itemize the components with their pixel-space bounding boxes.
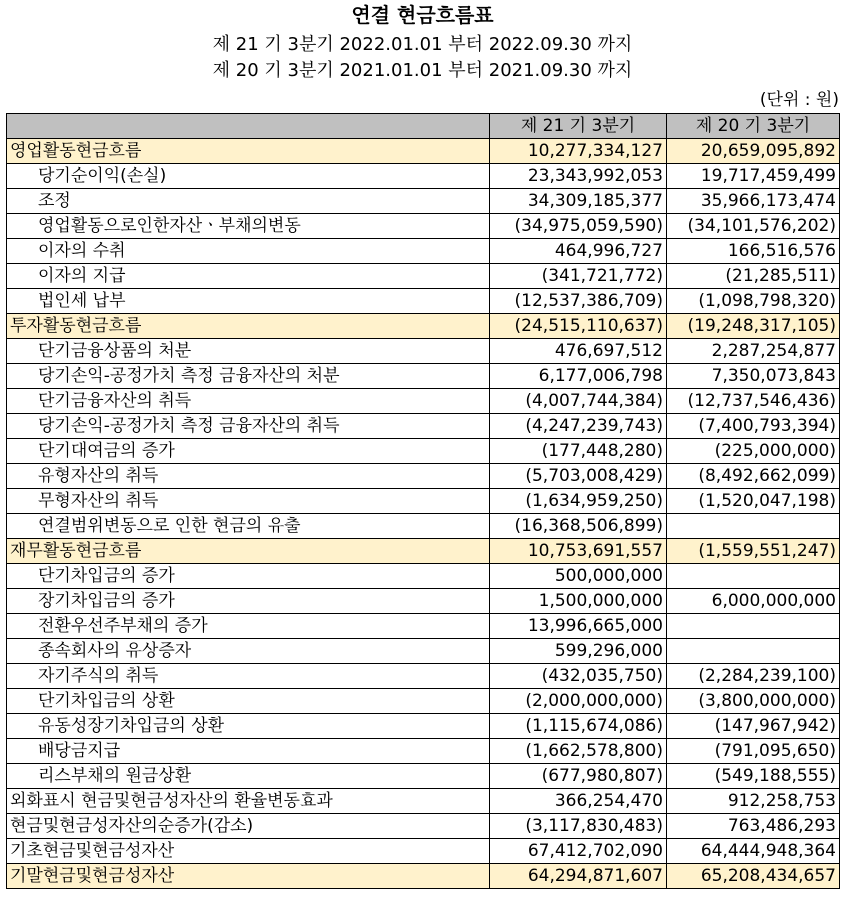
current-period-value: 6,177,006,798 <box>490 364 667 389</box>
previous-period-value: 7,350,073,843 <box>667 364 840 389</box>
previous-period-value: (2,284,239,100) <box>667 664 840 689</box>
cash-flow-table <box>6 113 840 889</box>
row-label: 법인세 납부 <box>7 289 490 314</box>
row-label: 단기대여금의 증가 <box>7 439 490 464</box>
table-row <box>7 464 840 489</box>
table-row <box>7 639 840 664</box>
row-label: 기말현금및현금성자산 <box>7 864 490 889</box>
table-row <box>7 539 840 564</box>
row-label: 외화표시 현금및현금성자산의 환율변동효과 <box>7 789 490 814</box>
previous-period-value: (7,400,793,394) <box>667 414 840 439</box>
table-row <box>7 614 840 639</box>
table-row <box>7 214 840 239</box>
table-row <box>7 739 840 764</box>
table-row <box>7 189 840 214</box>
previous-period-value: 19,717,459,499 <box>667 164 840 189</box>
current-period-value: 500,000,000 <box>490 564 667 589</box>
current-period-value: (3,117,830,483) <box>490 814 667 839</box>
current-period-value: (677,980,807) <box>490 764 667 789</box>
header-current-period: 제 21 기 3분기 <box>490 114 667 139</box>
current-period-value: (16,368,506,899) <box>490 514 667 539</box>
table-row <box>7 839 840 864</box>
current-period-value: (4,007,744,384) <box>490 389 667 414</box>
previous-period-value: (19,248,317,105) <box>667 314 840 339</box>
table-row <box>7 564 840 589</box>
current-period-value: 476,697,512 <box>490 339 667 364</box>
row-label: 영업활동현금흐름 <box>7 139 490 164</box>
current-period-value: 1,500,000,000 <box>490 589 667 614</box>
table-row <box>7 439 840 464</box>
current-period-value: (5,703,008,429) <box>490 464 667 489</box>
current-period-value: (177,448,280) <box>490 439 667 464</box>
previous-period-value: 166,516,576 <box>667 239 840 264</box>
row-label: 단기금융상품의 처분 <box>7 339 490 364</box>
previous-period-value <box>667 639 840 664</box>
current-period-value: (24,515,110,637) <box>490 314 667 339</box>
current-period-value: 13,996,665,000 <box>490 614 667 639</box>
previous-period-line: 제 20 기 3분기 2021.01.01 부터 2021.09.30 까지 <box>212 60 633 81</box>
header-blank-cell <box>7 114 490 139</box>
previous-period-value: 35,966,173,474 <box>667 189 840 214</box>
table-row <box>7 414 840 439</box>
current-period-value: 366,254,470 <box>490 789 667 814</box>
row-label: 자기주식의 취득 <box>7 664 490 689</box>
previous-period-value: (21,285,511) <box>667 264 840 289</box>
previous-period-value <box>667 514 840 539</box>
previous-period-value: (8,492,662,099) <box>667 464 840 489</box>
row-label: 이자의 수취 <box>7 239 490 264</box>
current-period-value: 67,412,702,090 <box>490 839 667 864</box>
previous-period-value: 763,486,293 <box>667 814 840 839</box>
table-row <box>7 764 840 789</box>
table-row <box>7 339 840 364</box>
previous-period-value: 6,000,000,000 <box>667 589 840 614</box>
current-period-value: 10,753,691,557 <box>490 539 667 564</box>
table-row <box>7 364 840 389</box>
current-period-value: 23,343,992,053 <box>490 164 667 189</box>
row-label: 리스부채의 원금상환 <box>7 764 490 789</box>
row-label: 유동성장기차입금의 상환 <box>7 714 490 739</box>
previous-period-value: 912,258,753 <box>667 789 840 814</box>
table-row <box>7 489 840 514</box>
current-period-value: 10,277,334,127 <box>490 139 667 164</box>
previous-period-value <box>667 614 840 639</box>
row-label: 단기차입금의 상환 <box>7 689 490 714</box>
row-label: 유형자산의 취득 <box>7 464 490 489</box>
current-period-value: (1,662,578,800) <box>490 739 667 764</box>
table-row <box>7 789 840 814</box>
current-period-value: (432,035,750) <box>490 664 667 689</box>
previous-period-value: (225,000,000) <box>667 439 840 464</box>
table-row <box>7 139 840 164</box>
current-period-value: (1,634,959,250) <box>490 489 667 514</box>
table-row <box>7 239 840 264</box>
current-period-value: (2,000,000,000) <box>490 689 667 714</box>
row-label: 단기금융자산의 취득 <box>7 389 490 414</box>
previous-period-value: (549,188,555) <box>667 764 840 789</box>
table-row <box>7 664 840 689</box>
previous-period-value: 64,444,948,364 <box>667 839 840 864</box>
table-row <box>7 589 840 614</box>
row-label: 전환우선주부채의 증가 <box>7 614 490 639</box>
current-period-value: 464,996,727 <box>490 239 667 264</box>
current-period-value: 34,309,185,377 <box>490 189 667 214</box>
table-row <box>7 714 840 739</box>
current-period-value: (4,247,239,743) <box>490 414 667 439</box>
previous-period-value: (1,559,551,247) <box>667 539 840 564</box>
current-period-line: 제 21 기 3분기 2022.01.01 부터 2022.09.30 까지 <box>212 34 633 55</box>
row-label: 재무활동현금흐름 <box>7 539 490 564</box>
row-label: 투자활동현금흐름 <box>7 314 490 339</box>
row-label: 종속회사의 유상증자 <box>7 639 490 664</box>
row-label: 당기손익-공정가치 측정 금융자산의 처분 <box>7 364 490 389</box>
previous-period-value: (1,520,047,198) <box>667 489 840 514</box>
previous-period-value: 20,659,095,892 <box>667 139 840 164</box>
previous-period-value: (147,967,942) <box>667 714 840 739</box>
table-row <box>7 164 840 189</box>
table-row <box>7 864 840 889</box>
table-body <box>7 139 840 889</box>
row-label: 당기손익-공정가치 측정 금융자산의 취득 <box>7 414 490 439</box>
table-row <box>7 514 840 539</box>
table-header-row <box>7 114 840 139</box>
table-row <box>7 814 840 839</box>
row-label: 장기차입금의 증가 <box>7 589 490 614</box>
row-label: 단기차입금의 증가 <box>7 564 490 589</box>
previous-period-value: (12,737,546,436) <box>667 389 840 414</box>
previous-period-value: 2,287,254,877 <box>667 339 840 364</box>
current-period-value: 64,294,871,607 <box>490 864 667 889</box>
unit-label: (단위 : 원) <box>759 90 839 110</box>
previous-period-value: (3,800,000,000) <box>667 689 840 714</box>
row-label: 이자의 지급 <box>7 264 490 289</box>
table-row <box>7 689 840 714</box>
header-previous-period: 제 20 기 3분기 <box>667 114 840 139</box>
current-period-value: (12,537,386,709) <box>490 289 667 314</box>
previous-period-value: (1,098,798,320) <box>667 289 840 314</box>
current-period-value: 599,296,000 <box>490 639 667 664</box>
row-label: 배당금지급 <box>7 739 490 764</box>
statement-title: 연결 현금흐름표 <box>351 3 494 27</box>
previous-period-value: (34,101,576,202) <box>667 214 840 239</box>
current-period-value: (34,975,059,590) <box>490 214 667 239</box>
table-row <box>7 264 840 289</box>
previous-period-value: 65,208,434,657 <box>667 864 840 889</box>
table-row <box>7 389 840 414</box>
table-row <box>7 289 840 314</box>
row-label: 연결범위변동으로 인한 현금의 유출 <box>7 514 490 539</box>
row-label: 기초현금및현금성자산 <box>7 839 490 864</box>
table-row <box>7 314 840 339</box>
row-label: 당기순이익(손실) <box>7 164 490 189</box>
previous-period-value <box>667 564 840 589</box>
row-label: 영업활동으로인한자산ㆍ부채의변동 <box>7 214 490 239</box>
row-label: 현금및현금성자산의순증가(감소) <box>7 814 490 839</box>
row-label: 무형자산의 취득 <box>7 489 490 514</box>
row-label: 조정 <box>7 189 490 214</box>
previous-period-value: (791,095,650) <box>667 739 840 764</box>
current-period-value: (341,721,772) <box>490 264 667 289</box>
current-period-value: (1,115,674,086) <box>490 714 667 739</box>
